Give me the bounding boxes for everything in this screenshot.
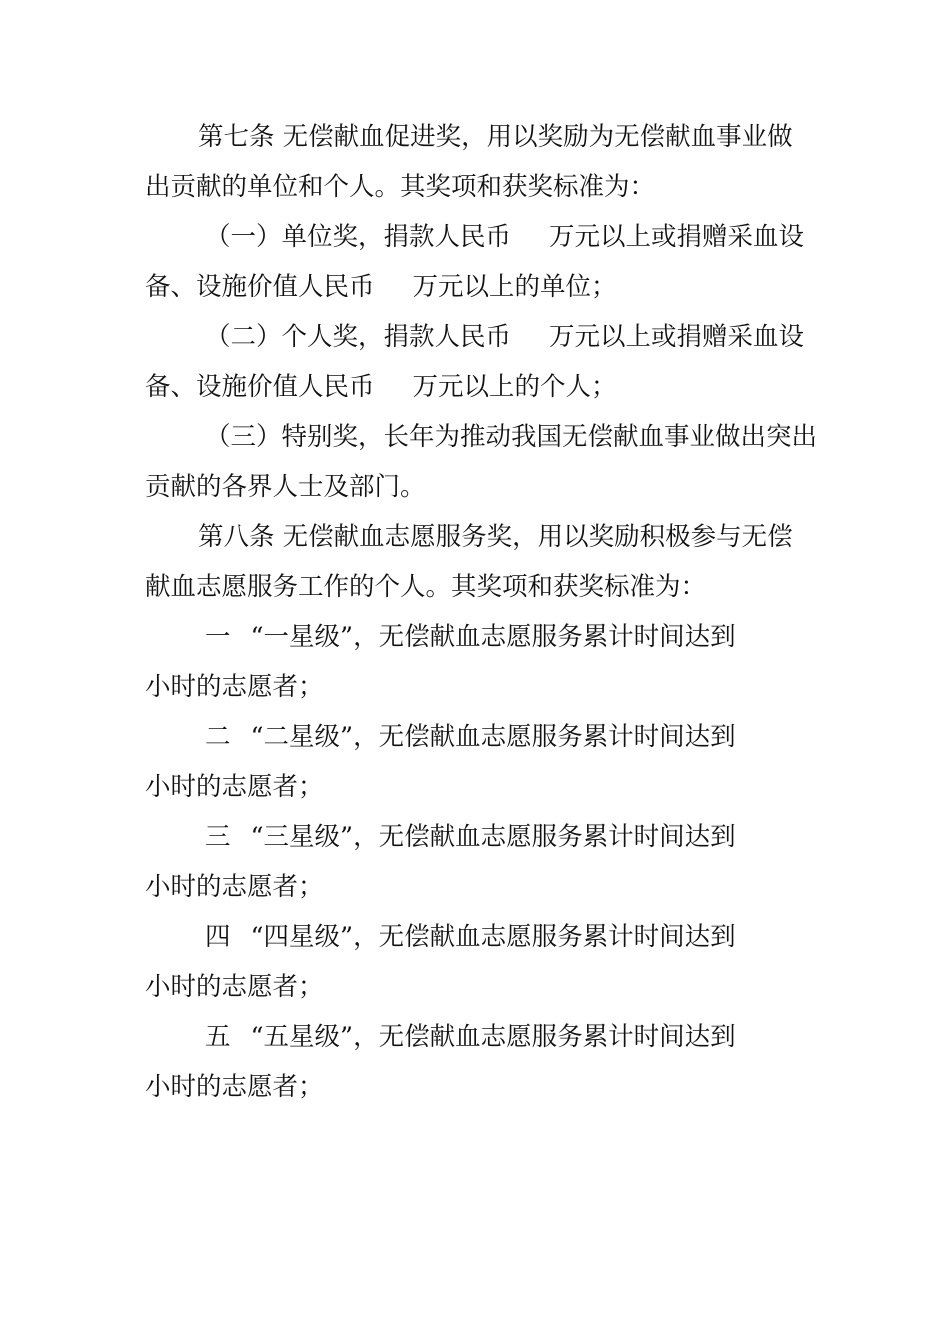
article-7-item-2-line-1 — [145, 312, 810, 362]
star-level-3-line-2: 小时的志愿者； — [145, 872, 324, 902]
document-body — [145, 112, 818, 1112]
article-7-item-3-line-1: （三）特别奖，长年为推动我国无偿献血事业做出突出 — [205, 422, 818, 452]
star-level-5-line-2: 小时的志愿者； — [145, 1072, 324, 1102]
article-8-line-1: 第八条 无偿献血志愿服务奖，用以奖励积极参与无偿 — [198, 522, 793, 552]
star-level-3-line-1 — [145, 812, 810, 862]
star-level-2-line-1 — [145, 712, 810, 762]
star-level-4-line-1 — [145, 912, 810, 962]
star-level-1-line-2: 小时的志愿者； — [145, 672, 324, 702]
star-level-2-line-2: 小时的志愿者； — [145, 772, 324, 802]
item-number: 五 — [205, 1022, 231, 1052]
item-text: （二）个人奖，捐款人民币 — [205, 322, 512, 352]
item-text: （一）单位奖，捐款人民币 — [205, 222, 512, 252]
star-level-1-line-1 — [145, 612, 810, 662]
article-7-line-1: 第七条 无偿献血促进奖，用以奖励为无偿献血事业做 — [198, 122, 793, 152]
item-text: 备、设施价值人民币 — [145, 272, 375, 302]
item-text: 备、设施价值人民币 — [145, 372, 375, 402]
item-number: 三 — [205, 822, 231, 852]
article-7-item-3-line-2: 贡献的各界人士及部门。 — [145, 472, 426, 502]
star-level-5-line-1 — [145, 1012, 810, 1062]
item-text: “三星级”，无偿献血志愿服务累计时间达到 — [250, 822, 736, 852]
item-text: “一星级”，无偿献血志愿服务累计时间达到 — [250, 622, 736, 652]
item-number: 四 — [205, 922, 231, 952]
item-number: 一 — [205, 622, 231, 652]
item-text: 万元以上或捐赠采血设 — [549, 222, 805, 252]
article-7-item-1-line-1 — [145, 212, 810, 262]
item-text: “二星级”，无偿献血志愿服务累计时间达到 — [250, 722, 736, 752]
item-text: 万元以上的个人； — [412, 372, 617, 402]
article-7-item-2-line-2 — [145, 362, 810, 412]
article-7-line-2: 出贡献的单位和个人。其奖项和获奖标准为： — [145, 172, 656, 202]
item-text: “四星级”，无偿献血志愿服务累计时间达到 — [250, 922, 736, 952]
item-text: 万元以上或捐赠采血设 — [549, 322, 805, 352]
article-7-item-1-line-2 — [145, 262, 810, 312]
star-level-4-line-2: 小时的志愿者； — [145, 972, 324, 1002]
item-text: 万元以上的单位； — [412, 272, 617, 302]
item-number: 二 — [205, 722, 231, 752]
article-8-line-2: 献血志愿服务工作的个人。其奖项和获奖标准为： — [145, 572, 707, 602]
item-text: “五星级”，无偿献血志愿服务累计时间达到 — [250, 1022, 736, 1052]
